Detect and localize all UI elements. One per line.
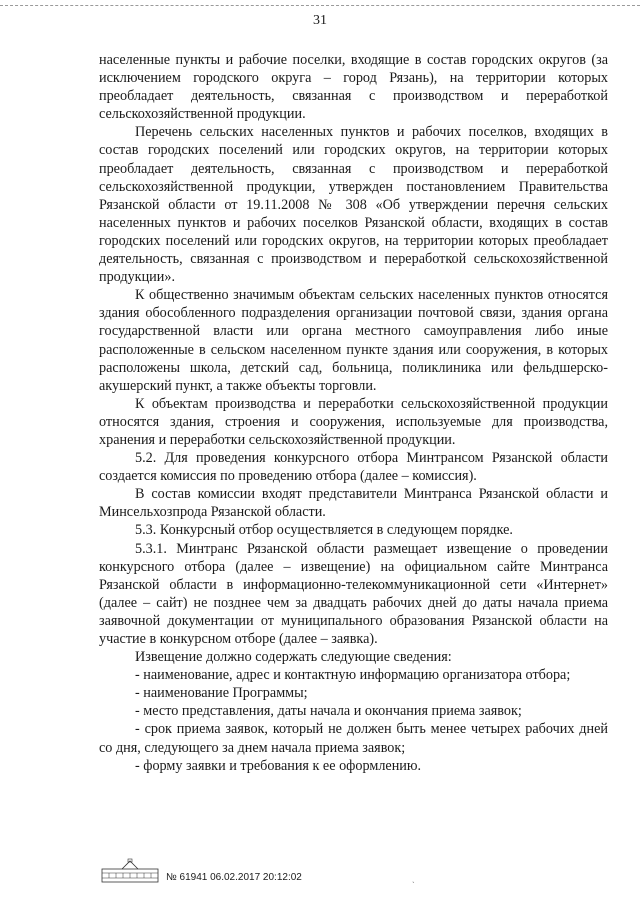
paragraph: населенные пункты и рабочие поселки, входящие в состав городских округов (за исключением городского округа – город Рязань), на территории которых преобладает деятельность, связанная с производством и переработкой сельскохозяйственной продукции. bbox=[99, 52, 608, 123]
paragraph: - место представления, даты начала и окончания приема заявок; bbox=[135, 703, 522, 720]
paragraph: - срок приема заявок, который не должен быть менее четырех рабочих дней со дня, следующего за днем начала приема заявок; bbox=[99, 721, 608, 756]
paragraph: К общественно значимым объектам сельских населенных пунктов относятся здания обособленного подразделения организации почтовой связи, здания органа государственной власти или органа местного самоуправления либо иные расположенные в сельском населенном пункте здания или сооружения, в которых расположены школа, детский сад, больница, поликлиника или фельдшерско-акушерский пункт, а также объекты торговли. bbox=[99, 287, 608, 394]
paragraph: - наименование Программы; bbox=[135, 685, 308, 702]
paragraph: В состав комиссии входят представители Минтранса Рязанской области и Минсельхозпрода Рязанской области. bbox=[99, 486, 608, 521]
page-number: 31 bbox=[313, 13, 327, 28]
paragraph: 5.2. Для проведения конкурсного отбора Минтрансом Рязанской области создается комиссия по проведению отбора (далее – комиссия). bbox=[99, 450, 608, 485]
document-body bbox=[99, 51, 608, 775]
top-divider bbox=[0, 5, 640, 6]
registry-stamp-icon bbox=[92, 858, 162, 884]
paragraph: 5.3. Конкурсный отбор осуществляется в следующем порядке. bbox=[135, 522, 513, 539]
registration-number: № 61941 06.02.2017 20:12:02 bbox=[166, 872, 302, 883]
paragraph: - наименование, адрес и контактную информацию организатора отбора; bbox=[135, 667, 571, 684]
paragraph: 5.3.1. Минтранс Рязанской области размещает извещение о проведении конкурсного отбора (далее – извещение) на официальном сайте Минтранса Рязанской области в информационно-телекоммуникационной сети «Интернет» (далее – сайт) не позднее чем за двадцать рабочих дней до даты начала приема заявочной документации от муниципального образования Рязанской области на участие в конкурсном отборе (далее – заявка). bbox=[99, 540, 608, 647]
paragraph: Извещение должно содержать следующие сведения: bbox=[135, 649, 452, 666]
paragraph: - форму заявки и требования к ее оформлению. bbox=[135, 757, 422, 774]
scan-mark: ˎ bbox=[412, 874, 415, 883]
paragraph: Перечень сельских населенных пунктов и рабочих поселков, входящих в состав городских поселений или городских округов, на территории которых преобладает деятельность, связанная с производством и переработкой сельскохозяйственной продукции, утвержден постановлением Правительства Рязанской области от 19.11.2008 № 308 «Об утверждении перечня сельских населенных пунктов и рабочих поселков Рязанской области, входящих в состав городских поселений или городских округов, на территории которых преобладает деятельность, связанная с производством и переработкой сельскохозяйственной продукции». bbox=[99, 124, 608, 286]
document-footer bbox=[92, 858, 512, 888]
paragraph: К объектам производства и переработки сельскохозяйственной продукции относятся здания, строения и сооружения, используемые для производства, хранения и переработки сельскохозяйственной продукции. bbox=[99, 395, 608, 448]
